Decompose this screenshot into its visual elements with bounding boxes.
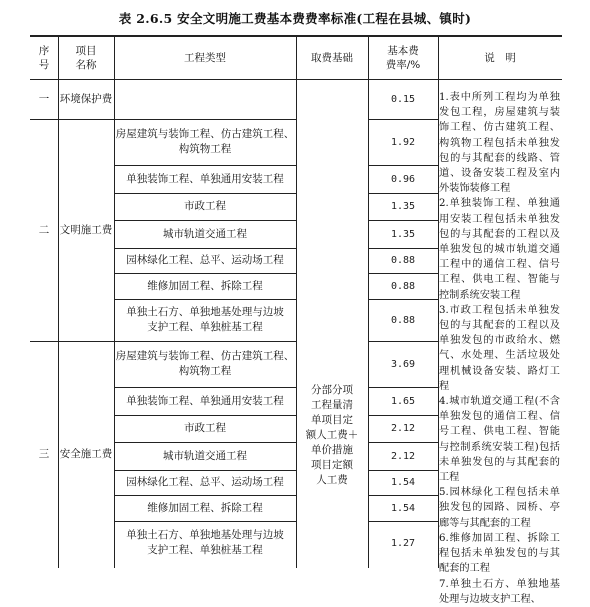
row-rate: 3.69 xyxy=(390,358,416,370)
row-rate: 1.35 xyxy=(390,228,416,240)
group-2-seq: 二 xyxy=(38,223,50,236)
row-type: 房屋建筑与装饰工程、仿古建筑工程、 构筑物工程 xyxy=(115,128,295,155)
fee-rate-table xyxy=(30,35,562,605)
header-item: 项目 名称 xyxy=(75,45,97,71)
header-basis: 取费基础 xyxy=(311,52,353,64)
row-rate: 1.54 xyxy=(390,477,416,488)
row-type: 单独装饰工程、单独通用安装工程 xyxy=(126,172,284,185)
row-type: 市政工程 xyxy=(184,422,226,434)
row-type: 维修加固工程、拆除工程 xyxy=(147,501,263,514)
row-rate: 0.88 xyxy=(390,314,416,326)
header-type: 工程类型 xyxy=(184,52,226,64)
group-1-seq: 一 xyxy=(38,92,50,105)
row-type: 园林绿化工程、总平、运动场工程 xyxy=(126,476,284,488)
group-3-seq: 三 xyxy=(38,448,50,460)
row-rate: 1.35 xyxy=(390,201,416,212)
row-rate: 1.92 xyxy=(390,136,416,148)
row-type: 市政工程 xyxy=(184,200,226,212)
row-type: 城市轨道交通工程 xyxy=(163,449,247,462)
row-rate: 0.88 xyxy=(390,280,416,292)
row-type: 园林绿化工程、总平、运动场工程 xyxy=(126,254,284,266)
row-type: 城市轨道交通工程 xyxy=(163,227,247,240)
row-rate: 2.12 xyxy=(390,423,416,434)
row-type: 房屋建筑与装饰工程、仿古建筑工程、 构筑物工程 xyxy=(115,350,295,377)
row-type: 维修加固工程、拆除工程 xyxy=(147,279,263,292)
group-3-name: 安全施工费 xyxy=(59,448,113,460)
row-rate: 0.15 xyxy=(390,93,416,105)
row-type: 单独土石方、单独地基处理与边坡 支护工程、单独桩基工程 xyxy=(126,529,284,556)
group-2-name: 文明施工费 xyxy=(59,223,113,236)
group-1-name: 环境保护费 xyxy=(59,92,113,105)
basis-cell: 分部分项 工程量清 单项目定 额人工费＋ 单价措施 项目定额 人工费 xyxy=(305,383,359,486)
header-rate: 基本费 费率/% xyxy=(385,45,421,71)
row-rate: 0.88 xyxy=(390,255,416,266)
row-type: 单独土石方、单独地基处理与边坡 支护工程、单独桩基工程 xyxy=(126,306,284,333)
row-type: 单独装饰工程、单独通用安装工程 xyxy=(126,394,284,407)
header-description: 说 明 xyxy=(484,52,516,64)
row-rate: 1.54 xyxy=(390,502,416,514)
row-rate: 2.12 xyxy=(390,450,416,462)
header-seq: 序 号 xyxy=(38,45,50,71)
row-rate: 0.96 xyxy=(390,173,416,185)
row-rate: 1.27 xyxy=(390,537,416,549)
table-title: 表 2.6.5 安全文明施工费基本费费率标准(工程在县城、镇时) xyxy=(118,11,472,26)
description-notes: 1.表中所列工程均为单独发包工程，房屋建筑与装饰工程、仿古建筑工程、构筑物工程包括未单独发包的与其配套的线路、管道、设备安装工程及室内外装饰装修工程 2.单独装饰工程、单独通用安装工程包括未单独发包的与其配套的工程以及单独发包的城市轨道交通工程中的通信工程、信号工程、供电工程、智能与控制系统安装工程 3.市政工程包括未单独发包的与其配套的工程以及单独发包的市政给水、燃气、水处理、生活垃圾处理机械设备安装、路灯工程 4.城市轨道交通工程(不含单独发包的通信工程、信号工程、供电工程、智能与控制系统安装工程)包括未单独发包的与其配套的工程 5.园林绿化工程包括未单独发包的园路、园桥、亭廊等与其配套的工程 6.维修加固工程、拆除工程包括未单独发包的与其配套的工程 7.单独土石方、单独地基处理与边坡支护工程、 xyxy=(439,92,560,605)
row-rate: 1.65 xyxy=(390,395,416,407)
